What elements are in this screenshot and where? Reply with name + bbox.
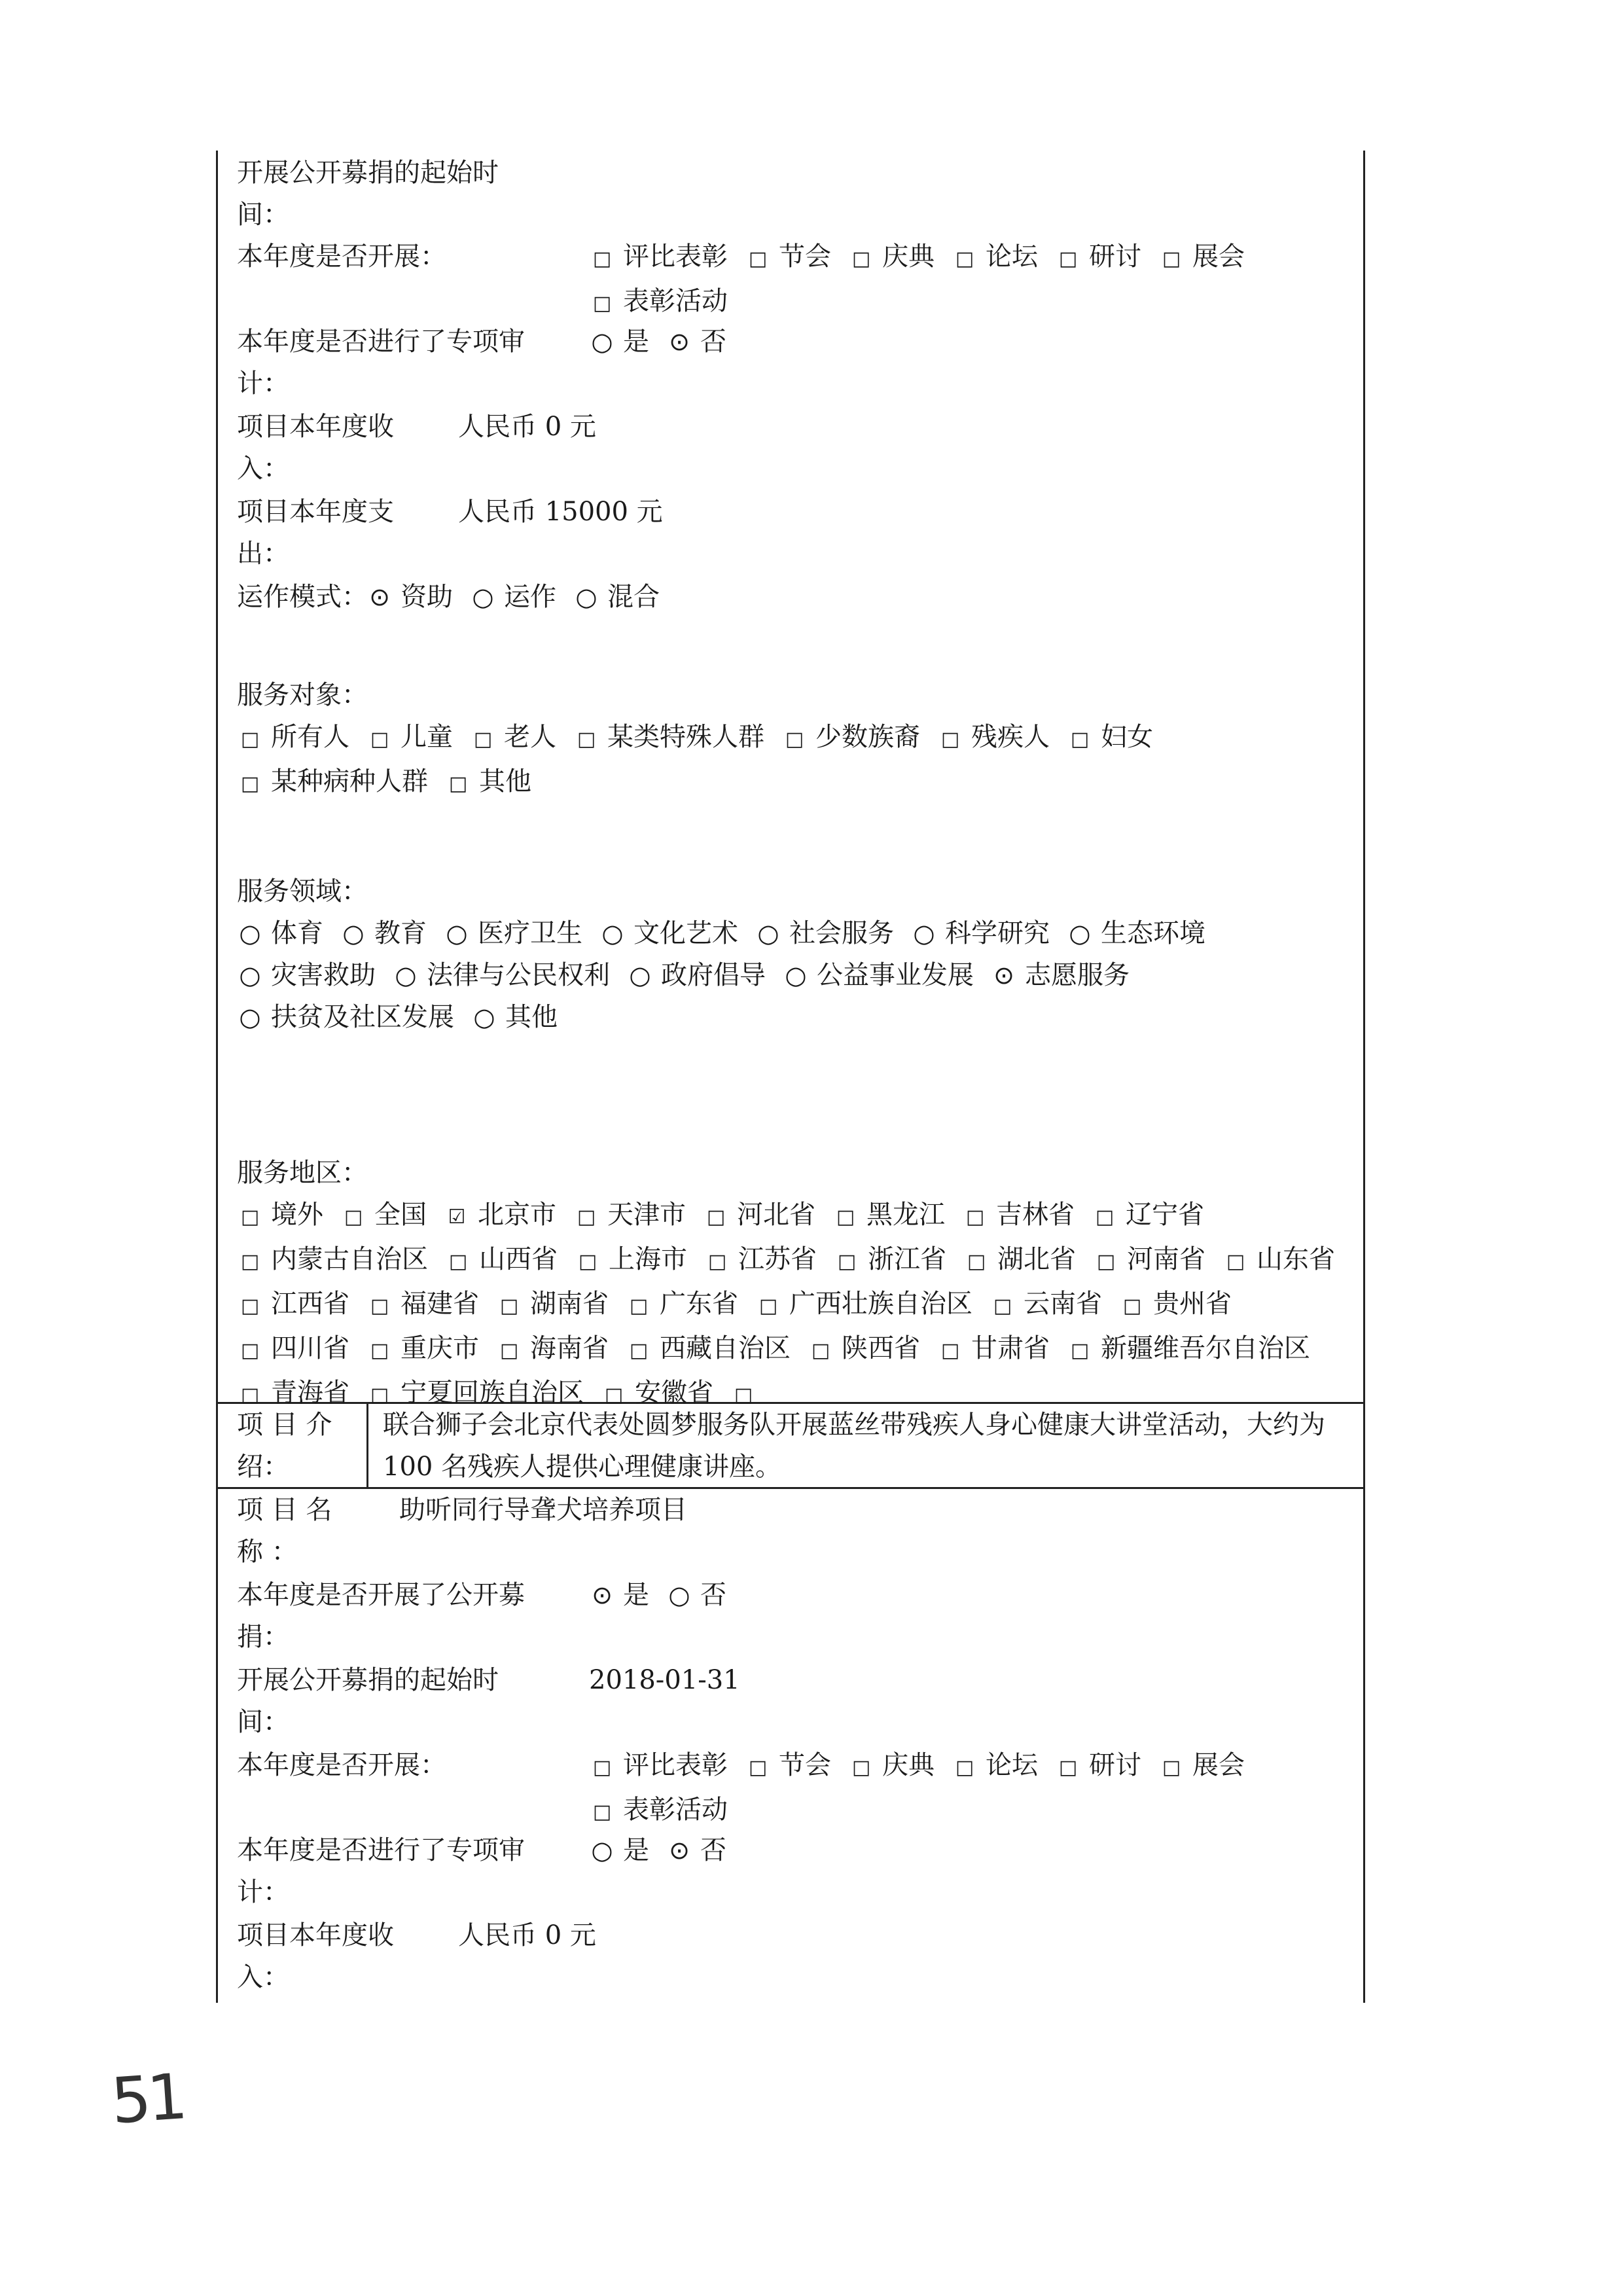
option-label: 教育 xyxy=(374,918,427,948)
option-label: 重庆市 xyxy=(401,1333,479,1363)
radio-icon[interactable]: ○ xyxy=(591,1836,613,1865)
checkbox-icon[interactable]: □ xyxy=(370,728,389,751)
activities-checkbox-group xyxy=(589,236,1355,325)
expense-label: 项目本年度支 出： xyxy=(237,497,394,569)
checkbox-option[interactable] xyxy=(366,1283,479,1327)
targets-checkbox-group xyxy=(237,716,1356,805)
radio-option[interactable] xyxy=(589,1574,649,1616)
checkbox-option[interactable] xyxy=(589,1744,728,1789)
checkbox-icon[interactable]: □ xyxy=(448,772,468,795)
checkbox-option[interactable] xyxy=(755,1283,972,1327)
option-label: 生态环境 xyxy=(1101,918,1205,948)
option-label: 北京市 xyxy=(478,1200,556,1230)
option-label: 其他 xyxy=(505,1002,558,1032)
checkbox-icon[interactable]: □ xyxy=(592,292,612,315)
radio-selected-icon[interactable]: ⊙ xyxy=(669,327,690,356)
intro-label: 项 目 介 绍： xyxy=(237,1410,332,1482)
checkbox-option[interactable] xyxy=(1067,1327,1310,1372)
checkbox-option[interactable] xyxy=(745,1744,831,1789)
option-label: 上海市 xyxy=(609,1244,687,1274)
checkbox-option[interactable] xyxy=(1119,1283,1232,1327)
option-label: 公益事业发展 xyxy=(817,960,974,990)
checkbox-icon[interactable]: □ xyxy=(240,728,260,751)
radio-option[interactable] xyxy=(393,954,610,996)
checkbox-icon[interactable]: □ xyxy=(967,1250,986,1273)
option-label: 陕西省 xyxy=(842,1333,920,1363)
radio-icon[interactable]: ○ xyxy=(757,919,779,948)
checkbox-icon[interactable]: □ xyxy=(940,728,960,751)
checkbox-option[interactable] xyxy=(626,1327,791,1372)
option-label: 宁夏回族自治区 xyxy=(401,1378,584,1408)
option-label: 江苏省 xyxy=(738,1244,817,1274)
option-label: 社会服务 xyxy=(789,918,894,948)
radio-icon[interactable]: ○ xyxy=(785,961,807,990)
option-label: 表彰活动 xyxy=(623,1795,728,1825)
radio-option[interactable] xyxy=(366,576,453,618)
checkbox-icon[interactable]: □ xyxy=(851,1756,871,1779)
radio-icon[interactable]: ○ xyxy=(913,919,935,948)
checkbox-option[interactable] xyxy=(937,1327,1050,1372)
checkbox-icon[interactable]: □ xyxy=(1226,1250,1245,1273)
audit-label-2: 本年度是否进行了专项审 计： xyxy=(237,1835,525,1907)
checkbox-option[interactable] xyxy=(445,761,531,805)
radio-option[interactable] xyxy=(237,954,376,996)
radio-option[interactable] xyxy=(755,912,894,954)
checkbox-icon[interactable]: □ xyxy=(577,1206,596,1229)
fields-label: 服务领域： xyxy=(237,876,368,906)
regions-label: 服务地区： xyxy=(237,1158,368,1188)
checkbox-option[interactable] xyxy=(237,1283,349,1327)
option-label: 庆典 xyxy=(882,242,935,272)
checkbox-icon[interactable]: □ xyxy=(965,1206,985,1229)
checkbox-option[interactable] xyxy=(573,716,764,761)
checkbox-option[interactable] xyxy=(237,716,349,761)
radio-option[interactable] xyxy=(599,912,738,954)
radio-icon[interactable]: ○ xyxy=(1069,919,1091,948)
checkbox-icon[interactable]: □ xyxy=(577,728,596,751)
table-right-border xyxy=(1363,151,1365,2003)
option-label: 甘肃省 xyxy=(971,1333,1050,1363)
income-value: 人民币 0 元 xyxy=(458,412,596,442)
checkbox-icon[interactable]: □ xyxy=(473,728,493,751)
option-label: 评比表彰 xyxy=(623,242,728,272)
checkbox-option[interactable] xyxy=(589,1789,728,1833)
checkbox-option[interactable] xyxy=(1222,1238,1335,1283)
checkbox-option[interactable] xyxy=(575,1238,687,1283)
checkbox-option[interactable] xyxy=(808,1327,920,1372)
option-label: 表彰活动 xyxy=(623,286,728,316)
option-label: 海南省 xyxy=(530,1333,609,1363)
checkbox-option[interactable] xyxy=(848,1744,935,1789)
income-label: 项目本年度收 入： xyxy=(237,412,394,484)
checkbox-option[interactable] xyxy=(444,1194,556,1238)
option-label: 是 xyxy=(623,327,649,357)
checkbox-option[interactable] xyxy=(237,761,428,805)
checkbox-icon[interactable]: □ xyxy=(499,1295,519,1318)
checkbox-option[interactable] xyxy=(340,1194,427,1238)
option-label: 政府倡导 xyxy=(661,960,766,990)
option-label: 境外 xyxy=(271,1200,323,1230)
option-label: 节会 xyxy=(779,242,831,272)
option-label: 所有人 xyxy=(271,722,349,752)
checkbox-icon[interactable]: □ xyxy=(592,247,612,270)
checkbox-option[interactable] xyxy=(963,1238,1076,1283)
checkbox-option[interactable] xyxy=(366,1327,479,1372)
expense-value: 人民币 15000 元 xyxy=(458,497,663,527)
checkbox-icon[interactable]: □ xyxy=(1162,247,1181,270)
option-label: 河南省 xyxy=(1127,1244,1205,1274)
option-label: 新疆维吾尔自治区 xyxy=(1101,1333,1310,1363)
option-label: 展会 xyxy=(1192,242,1245,272)
project-name-value: 助听同行导聋犬培养项目 xyxy=(399,1495,687,1525)
option-label: 内蒙古自治区 xyxy=(271,1244,428,1274)
checkbox-option[interactable] xyxy=(952,1744,1038,1789)
checkbox-icon[interactable]: □ xyxy=(344,1206,363,1229)
activities-label-2: 本年度是否开展： xyxy=(237,1750,446,1780)
audit-radio-group-2 xyxy=(589,1829,1355,1871)
checkbox-icon[interactable]: □ xyxy=(734,1384,753,1407)
option-label: 否 xyxy=(700,1835,726,1865)
option-label: 灾害救助 xyxy=(271,960,376,990)
checkbox-option[interactable] xyxy=(237,1194,323,1238)
checkbox-icon[interactable]: □ xyxy=(785,728,804,751)
option-label: 广东省 xyxy=(660,1289,738,1319)
radio-icon[interactable]: ○ xyxy=(473,1003,495,1031)
checkbox-icon[interactable]: □ xyxy=(604,1384,624,1407)
handwritten-page-number: 51 xyxy=(109,2060,186,2138)
option-label: 扶贫及社区发展 xyxy=(271,1002,454,1032)
checkbox-option[interactable] xyxy=(496,1327,609,1372)
option-label: 天津市 xyxy=(607,1200,686,1230)
option-label: 法律与公民权利 xyxy=(427,960,610,990)
radio-option[interactable] xyxy=(666,321,726,363)
radio-option[interactable] xyxy=(573,576,660,618)
radio-icon[interactable]: ○ xyxy=(446,919,468,948)
radio-option[interactable] xyxy=(666,1829,726,1871)
checkbox-icon[interactable]: □ xyxy=(370,1339,389,1362)
checkbox-icon[interactable]: □ xyxy=(240,1384,260,1407)
option-label: 安徽省 xyxy=(635,1378,713,1408)
checkbox-icon[interactable]: □ xyxy=(1162,1756,1181,1779)
option-label: 妇女 xyxy=(1101,722,1153,752)
checkbox-option[interactable] xyxy=(834,1238,946,1283)
checkbox-icon[interactable]: □ xyxy=(837,1250,857,1273)
option-label: 庆典 xyxy=(882,1750,935,1780)
checkbox-option[interactable] xyxy=(962,1194,1075,1238)
option-label: 残疾人 xyxy=(971,722,1050,752)
checkbox-icon[interactable]: □ xyxy=(629,1295,649,1318)
radio-selected-icon[interactable]: ⊙ xyxy=(993,961,1014,990)
radio-option[interactable] xyxy=(666,1574,726,1616)
table-left-border xyxy=(216,151,218,2003)
checkbox-option[interactable] xyxy=(952,236,1038,280)
checkbox-option[interactable] xyxy=(573,1194,686,1238)
radio-icon[interactable]: ○ xyxy=(342,919,365,948)
checkbox-option[interactable] xyxy=(1067,716,1153,761)
option-label: 是 xyxy=(623,1580,649,1610)
checkbox-option[interactable] xyxy=(470,716,556,761)
radio-icon[interactable]: ○ xyxy=(395,961,417,990)
checkbox-option[interactable] xyxy=(366,716,453,761)
checkbox-icon[interactable]: □ xyxy=(1095,1206,1115,1229)
checkbox-icon[interactable]: □ xyxy=(240,1295,260,1318)
checkbox-option[interactable] xyxy=(832,1194,945,1238)
option-label: 展会 xyxy=(1192,1750,1245,1780)
radio-icon[interactable]: ○ xyxy=(239,1003,261,1031)
checkbox-icon[interactable]: □ xyxy=(370,1384,389,1407)
checkbox-icon[interactable]: □ xyxy=(748,247,768,270)
option-label: 青海省 xyxy=(271,1378,349,1408)
option-label: 体育 xyxy=(271,918,323,948)
option-label: 混合 xyxy=(607,582,660,612)
radio-option[interactable] xyxy=(627,954,766,996)
option-label: 辽宁省 xyxy=(1126,1200,1204,1230)
option-label: 研讨 xyxy=(1089,1750,1141,1780)
checkbox-icon[interactable]: □ xyxy=(748,1756,768,1779)
mode-radio-group xyxy=(366,576,1348,618)
targets-label: 服务对象： xyxy=(237,680,368,710)
start-time-label-2: 开展公开募捐的起始时 间： xyxy=(237,1665,499,1737)
activities-label: 本年度是否开展： xyxy=(237,242,446,272)
checkbox-icon[interactable]: □ xyxy=(1070,1339,1090,1362)
option-label: 节会 xyxy=(779,1750,831,1780)
checkbox-icon[interactable]: □ xyxy=(758,1295,778,1318)
option-label: 西藏自治区 xyxy=(660,1333,791,1363)
checkbox-option[interactable] xyxy=(848,236,935,280)
checkbox-option[interactable] xyxy=(1092,1194,1204,1238)
radio-selected-icon[interactable]: ⊙ xyxy=(369,583,390,611)
checkbox-option[interactable] xyxy=(1158,236,1245,280)
option-label: 资助 xyxy=(401,582,453,612)
public-fundraising-radio-group xyxy=(589,1574,1355,1616)
checkbox-option[interactable] xyxy=(703,1194,815,1238)
checkbox-icon[interactable]: □ xyxy=(706,1206,726,1229)
radio-option[interactable] xyxy=(783,954,974,996)
checkbox-icon[interactable]: □ xyxy=(370,1295,389,1318)
option-label: 运作 xyxy=(504,582,556,612)
checkbox-icon[interactable]: □ xyxy=(940,1339,960,1362)
checkbox-icon[interactable]: □ xyxy=(629,1339,649,1362)
checkbox-icon[interactable]: □ xyxy=(240,772,260,795)
option-label: 科学研究 xyxy=(945,918,1050,948)
option-label: 四川省 xyxy=(271,1333,349,1363)
option-label: 医疗卫生 xyxy=(478,918,582,948)
radio-option[interactable] xyxy=(237,912,323,954)
checkbox-option[interactable] xyxy=(1055,236,1141,280)
checkbox-option[interactable] xyxy=(445,1238,558,1283)
option-label: 文化艺术 xyxy=(633,918,738,948)
mode-label: 运作模式： xyxy=(237,582,368,612)
checkbox-icon[interactable]: □ xyxy=(1058,247,1078,270)
checkbox-icon[interactable]: □ xyxy=(240,1206,260,1229)
radio-option[interactable] xyxy=(991,954,1130,996)
activities-checkbox-group-2 xyxy=(589,1744,1355,1833)
income-value-2: 人民币 0 元 xyxy=(458,1920,596,1950)
option-label: 其他 xyxy=(479,766,531,797)
radio-selected-icon[interactable]: ⊙ xyxy=(592,1581,613,1609)
option-label: 儿童 xyxy=(401,722,453,752)
checkbox-option[interactable] xyxy=(937,716,1050,761)
option-label: 吉林省 xyxy=(996,1200,1075,1230)
checkbox-option[interactable] xyxy=(704,1238,817,1283)
checkbox-icon[interactable]: □ xyxy=(955,1756,974,1779)
checked-box-icon[interactable]: ☑ xyxy=(448,1206,466,1229)
option-label: 贵州省 xyxy=(1153,1289,1232,1319)
option-label: 否 xyxy=(700,327,726,357)
checkbox-option[interactable] xyxy=(237,1238,428,1283)
start-time-value: 2018-01-31 xyxy=(589,1665,740,1695)
checkbox-icon[interactable]: □ xyxy=(592,1756,612,1779)
option-label: 河北省 xyxy=(737,1200,815,1230)
radio-option[interactable] xyxy=(237,996,454,1038)
checkbox-icon[interactable]: □ xyxy=(993,1295,1012,1318)
radio-option[interactable] xyxy=(1067,912,1205,954)
radio-icon[interactable]: ○ xyxy=(472,583,494,611)
option-label: 某种病种人群 xyxy=(271,766,428,797)
checkbox-option[interactable] xyxy=(496,1283,609,1327)
checkbox-option[interactable] xyxy=(589,236,728,280)
intro-text: 联合狮子会北京代表处圆梦服务队开展蓝丝带残疾人身心健康大讲堂活动，大约为 100 名残疾人提供心理健康讲座。 xyxy=(383,1410,1325,1482)
radio-icon[interactable]: ○ xyxy=(668,1581,690,1609)
checkbox-icon[interactable]: □ xyxy=(836,1206,855,1229)
checkbox-option[interactable] xyxy=(589,280,728,325)
radio-option[interactable] xyxy=(340,912,427,954)
radio-option[interactable] xyxy=(471,996,558,1038)
option-label: 湖南省 xyxy=(530,1289,609,1319)
option-label: 全国 xyxy=(374,1200,427,1230)
checkbox-option[interactable] xyxy=(745,236,831,280)
radio-option[interactable] xyxy=(470,576,556,618)
start-time-label: 开展公开募捐的起始时 间： xyxy=(237,158,499,230)
option-label: 论坛 xyxy=(986,1750,1038,1780)
checkbox-icon[interactable]: □ xyxy=(1122,1295,1142,1318)
checkbox-icon[interactable]: □ xyxy=(955,247,974,270)
option-label: 研讨 xyxy=(1089,242,1141,272)
radio-option[interactable] xyxy=(589,321,649,363)
project-name-label: 项 目 名 称 ： xyxy=(237,1495,332,1567)
option-label: 志愿服务 xyxy=(1025,960,1130,990)
option-label: 老人 xyxy=(504,722,556,752)
checkbox-icon[interactable]: □ xyxy=(592,1801,612,1823)
checkbox-icon[interactable]: □ xyxy=(499,1339,519,1362)
checkbox-option[interactable] xyxy=(626,1283,738,1327)
checkbox-option[interactable] xyxy=(1055,1744,1141,1789)
checkbox-option[interactable] xyxy=(237,1327,349,1372)
radio-selected-icon[interactable]: ⊙ xyxy=(669,1836,690,1865)
option-label: 浙江省 xyxy=(868,1244,946,1274)
radio-option[interactable] xyxy=(911,912,1050,954)
checkbox-icon[interactable]: □ xyxy=(240,1250,260,1273)
regions-checkbox-group xyxy=(237,1194,1356,1416)
radio-icon[interactable]: ○ xyxy=(591,327,613,356)
checkbox-icon[interactable]: □ xyxy=(578,1250,597,1273)
radio-icon[interactable]: ○ xyxy=(239,919,261,948)
option-label: 福建省 xyxy=(401,1289,479,1319)
option-label: 黑龙江 xyxy=(866,1200,945,1230)
option-label: 是 xyxy=(623,1835,649,1865)
checkbox-icon[interactable]: □ xyxy=(1096,1250,1116,1273)
checkbox-icon[interactable]: □ xyxy=(707,1250,727,1273)
audit-radio-group xyxy=(589,321,1355,363)
checkbox-option[interactable] xyxy=(781,716,920,761)
radio-icon[interactable]: ○ xyxy=(575,583,597,611)
audit-label: 本年度是否进行了专项审 计： xyxy=(237,327,525,399)
public-fundraising-label: 本年度是否开展了公开募 捐： xyxy=(237,1580,525,1652)
checkbox-icon[interactable]: □ xyxy=(1058,1756,1078,1779)
fields-radio-group xyxy=(237,912,1356,1038)
option-label: 江西省 xyxy=(271,1289,349,1319)
checkbox-icon[interactable]: □ xyxy=(448,1250,468,1273)
radio-option[interactable] xyxy=(589,1829,649,1871)
option-label: 山西省 xyxy=(479,1244,558,1274)
radio-icon[interactable]: ○ xyxy=(629,961,651,990)
radio-icon[interactable]: ○ xyxy=(601,919,624,948)
radio-option[interactable] xyxy=(444,912,582,954)
option-label: 某类特殊人群 xyxy=(607,722,764,752)
checkbox-icon[interactable]: □ xyxy=(851,247,871,270)
checkbox-option[interactable] xyxy=(1158,1744,1245,1789)
checkbox-option[interactable] xyxy=(1093,1238,1205,1283)
option-label: 山东省 xyxy=(1257,1244,1335,1274)
option-label: 湖北省 xyxy=(997,1244,1076,1274)
checkbox-option[interactable] xyxy=(990,1283,1102,1327)
option-label: 少数族裔 xyxy=(815,722,920,752)
radio-icon[interactable]: ○ xyxy=(239,961,261,990)
option-label: 论坛 xyxy=(986,242,1038,272)
option-label: 否 xyxy=(700,1580,726,1610)
option-label: 评比表彰 xyxy=(623,1750,728,1780)
income-label-2: 项目本年度收 入： xyxy=(237,1920,394,1992)
option-label: 云南省 xyxy=(1024,1289,1102,1319)
checkbox-icon[interactable]: □ xyxy=(240,1339,260,1362)
option-label: 广西壮族自治区 xyxy=(789,1289,972,1319)
checkbox-icon[interactable]: □ xyxy=(811,1339,830,1362)
checkbox-icon[interactable]: □ xyxy=(1070,728,1090,751)
